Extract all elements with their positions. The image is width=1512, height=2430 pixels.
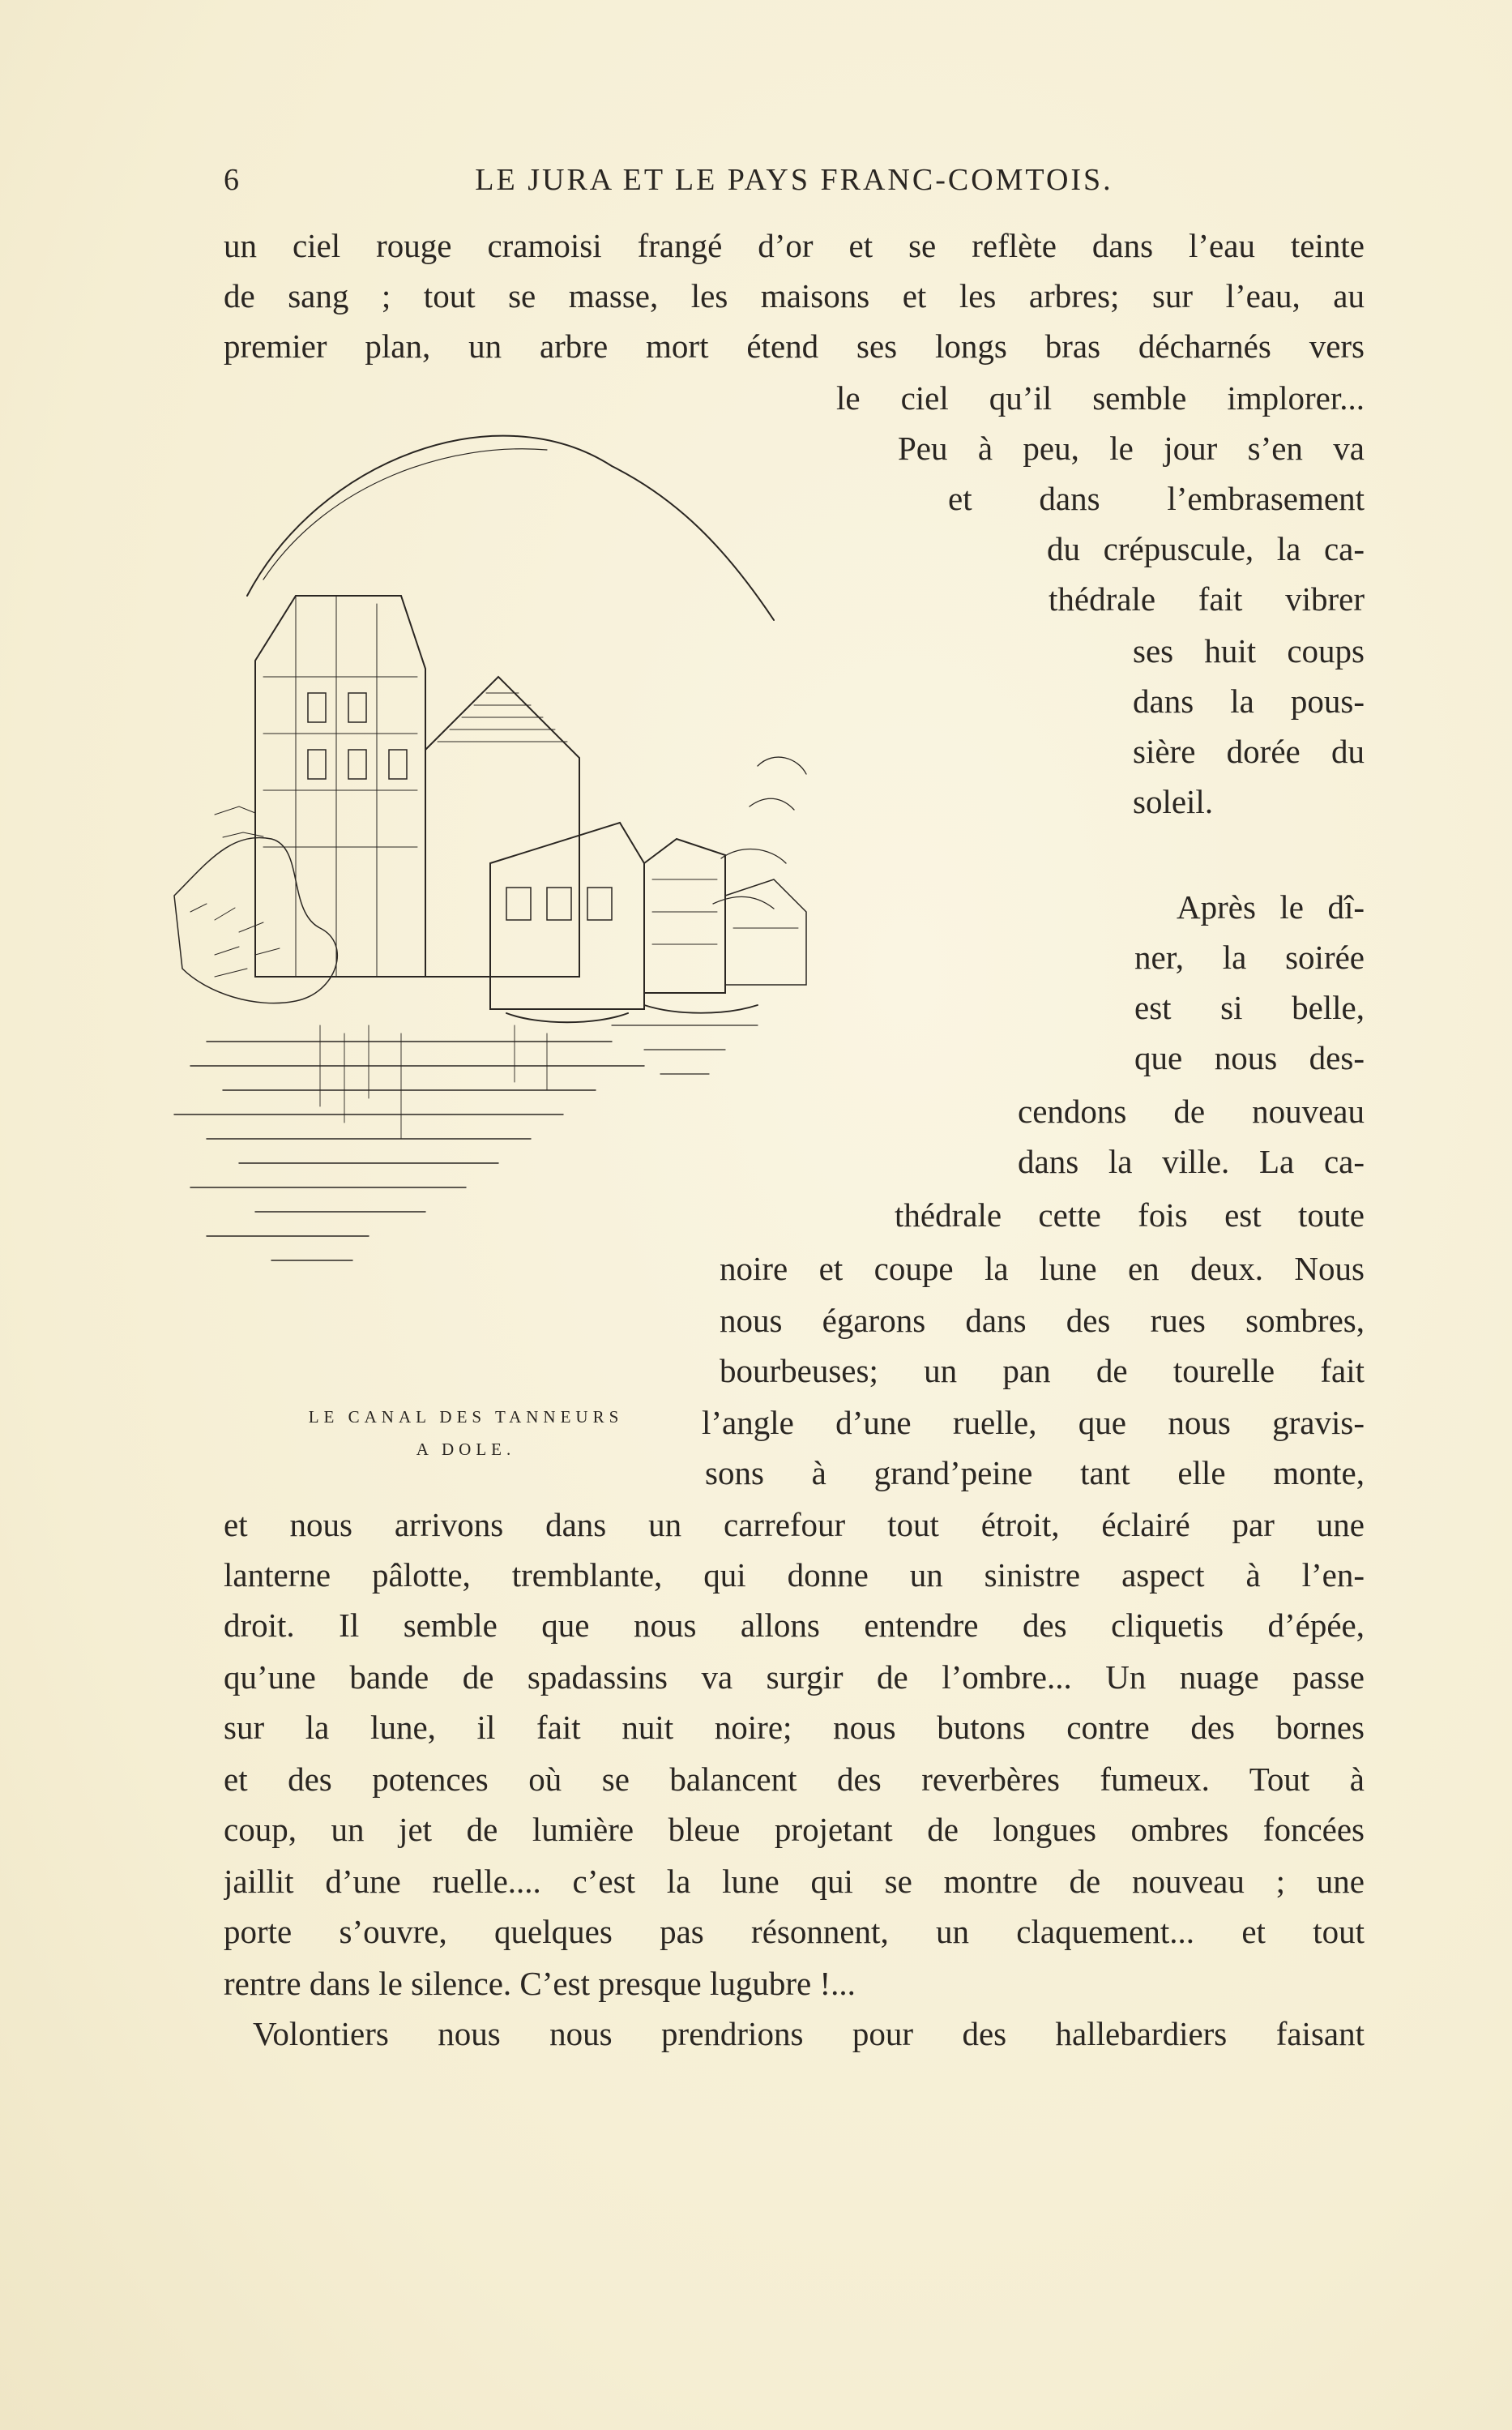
text-line: droit. Il semble que nous allons entendre des cliquetis d’épée,	[224, 1606, 1365, 1644]
text-line: et dans l’embrasement	[948, 480, 1365, 517]
text-line: et des potences où se balancent des reverbères fumeux. Tout à	[224, 1760, 1365, 1798]
illustration-caption	[280, 1401, 652, 1465]
text-line: dans la ville. La ca-	[1018, 1143, 1365, 1180]
text-line: et nous arrivons dans un carrefour tout étroit, éclairé par une	[224, 1506, 1365, 1543]
text-line: jaillit d’une ruelle.... c’est la lune qui se montre de nouveau ; une	[224, 1863, 1365, 1900]
text-line: Après le dî-	[1177, 888, 1365, 926]
text-line: premier plan, un arbre mort étend ses longs bras décharnés vers	[224, 327, 1365, 365]
text-line: coup, un jet de lumière bleue projetant de longues ombres foncées	[224, 1811, 1365, 1848]
text-line: cendons de nouveau	[1018, 1093, 1365, 1130]
running-title: LE JURA ET LE PAYS FRANC-COMTOIS.	[475, 163, 1113, 197]
text-line: un ciel rouge cramoisi frangé d’or et se reflète dans l’eau teinte	[224, 227, 1365, 264]
text-line: de sang ; tout se masse, les maisons et les arbres; sur l’eau, au	[224, 277, 1365, 314]
text-line: thédrale cette fois est toute	[895, 1196, 1365, 1234]
text-line: est si belle,	[1134, 989, 1365, 1026]
page-number: 6	[224, 163, 241, 197]
text-line: ses huit coups	[1133, 632, 1365, 670]
text-line: que nous des-	[1134, 1039, 1365, 1076]
text-line: lanterne pâlotte, tremblante, qui donne un sinistre aspect à l’en-	[224, 1556, 1365, 1594]
text-line: bourbeuses; un pan de tourelle fait	[720, 1352, 1365, 1389]
text-line: Volontiers nous nous prendrions pour des hallebardiers faisant	[253, 2015, 1365, 2052]
text-line: porte s’ouvre, quelques pas résonnent, un claquement... et tout	[224, 1913, 1365, 1950]
text-line: sons à grand’peine tant elle monte,	[705, 1454, 1365, 1491]
text-line: ner, la soirée	[1134, 939, 1365, 976]
caption-line: A DOLE.	[416, 1440, 516, 1459]
text-line: qu’une bande de spadassins va surgir de l’ombre... Un nuage passe	[224, 1658, 1365, 1696]
text-line: soleil.	[1133, 783, 1214, 820]
text-line: le ciel qu’il semble implorer...	[836, 379, 1365, 417]
text-line: dans la pous-	[1133, 682, 1365, 720]
canal-illustration	[158, 409, 871, 1374]
caption-line: LE CANAL DES TANNEURS	[308, 1407, 624, 1427]
text-line: noire et coupe la lune en deux. Nous	[720, 1250, 1365, 1287]
text-line: nous égarons dans des rues sombres,	[720, 1302, 1365, 1339]
text-line: l’angle d’une ruelle, que nous gravis-	[702, 1404, 1365, 1441]
text-line: sur la lune, il fait nuit noire; nous butons contre des bornes	[224, 1709, 1365, 1746]
text-line: Peu à peu, le jour s’en va	[898, 430, 1365, 467]
text-line: thédrale fait vibrer	[1049, 580, 1365, 618]
text-line: sière dorée du	[1133, 733, 1365, 770]
page-header	[219, 162, 1369, 211]
text-line: rentre dans le silence. C’est presque lugubre !...	[224, 1965, 856, 2002]
text-line: du crépuscule, la ca-	[1047, 530, 1365, 567]
